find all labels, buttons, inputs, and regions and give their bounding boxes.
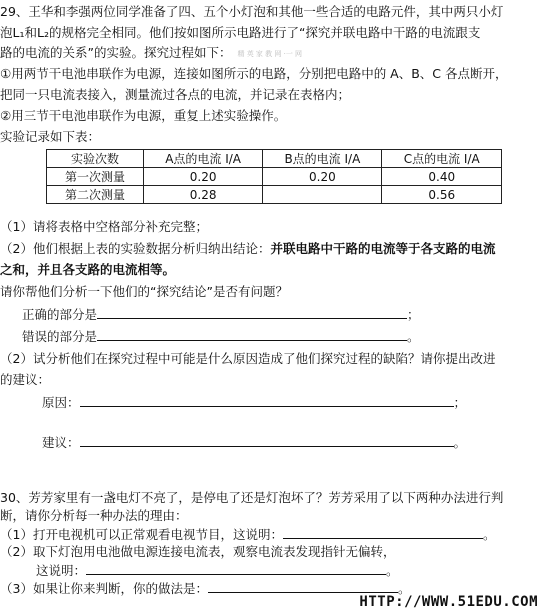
table-cell: 第一次测量 [47,168,144,186]
table-cell: 0.20 [263,168,382,186]
reason-row [42,393,466,412]
q30-item1: （1）打开电视机可以正常观看电视节目，这说明： [0,527,283,542]
q29-sub2 [0,240,495,258]
table-cell: 0.20 [144,168,263,186]
suggest-blank[interactable] [80,433,454,447]
end-period: 。 [397,581,411,596]
q30-item3: （3）如果让你来判断，你的做法是： [0,581,208,596]
q29-sub2-prefix: （2）他们根据上表的实验数据分析归纳出结论： [0,241,271,256]
table-cell: 第二次测量 [47,186,144,204]
footer-url[interactable]: HTTP://WWW.51EDU.COM [359,594,538,610]
q30-line1: 30、芳芳家里有一盏电灯不亮了，是停电了还是灯泡坏了？芳芳采用了以下两种办法进行判 [0,490,504,505]
end-period: 。 [407,329,420,344]
correct-part-blank[interactable] [97,305,407,319]
q29-sub1: （1）请将表格中空格部分补充完整； [0,219,208,234]
table-header: B点的电流 I/A [263,150,382,168]
experiment-table [46,149,502,204]
table-header: A点的电流 I/A [144,150,263,168]
table-caption: 实验记录如下表： [0,129,101,144]
end-period: 。 [386,563,399,578]
wrong-part-blank[interactable] [97,327,407,341]
table-cell-blank[interactable] [263,186,382,204]
table-row [47,168,502,186]
q30-item1-row [0,525,495,544]
q29-conclusion-bold: 并联电路中干路的电流等于各支路的电流 [270,241,496,256]
q29-step1b: 把同一只电流表接入，测量流过各点的电流，并记录在表格内； [0,87,351,102]
q30-item2: （2）取下灯泡用电池做电源连接电流表，观察电流表发现指针无偏转， [0,544,396,559]
table-cell: 0.28 [144,186,263,204]
table-header: 实验次数 [47,150,144,168]
q30-item2b-row [36,561,399,580]
q29-sub3b: 的建议： [0,372,51,387]
end-semicolon: ； [453,395,467,410]
q30-item1-blank[interactable] [283,525,483,539]
q29-line3-text: 路的电流的关系”的实验。探究过程如下： [0,45,232,60]
table-cell: 0.40 [382,168,502,186]
q29-sub3a: （2）试分析他们在探究过程中可能是什么原因造成了他们探究过程的缺陷？请你提出改进 [0,351,496,366]
table-header: C点的电流 I/A [382,150,502,168]
end-period: 。 [482,527,496,542]
wrong-part-row [22,327,420,346]
reason-blank[interactable] [80,393,454,407]
q30-line2: 断，请你分析每一种办法的理由： [0,508,188,523]
q30-item3-row [0,579,410,598]
q29-line2: 泡L₁和L₂的规格完全相同。他们按如图所示电路进行了“探究并联电路中干路的电流跟支 [0,25,481,40]
suggest-row [42,433,466,452]
wrong-part-label: 错误的部分是 [22,329,98,344]
end-semicolon: ； [407,307,420,322]
q29-line3 [0,44,302,63]
q29-step1a: ①用两节干电池串联作为电源，连接如图所示的电路，分别把电路中的 A、B、C 各点断开， [0,66,508,81]
q29-ask: 请你帮他们分析一下他们的“探究结论”是否有问题？ [0,284,288,299]
correct-part-label: 正确的部分是 [22,307,98,322]
q29-step2: ②用三节干电池串联作为电源，重复上述实验操作。 [0,108,287,123]
watermark: 精 英 家 教 网 ·一 网 [237,49,303,58]
end-period: 。 [453,435,467,450]
table-cell: 0.56 [382,186,502,204]
q30-item2-blank[interactable] [86,561,386,575]
reason-label: 原因： [42,395,80,410]
table-header-row [47,150,502,168]
table-row [47,186,502,204]
correct-part-row [22,305,420,324]
q29-line1: 29、王华和李强两位同学准备了四、五个小灯泡和其他一些合适的电路元件，其中两只小灯 [0,4,504,19]
q30-item3-blank[interactable] [208,579,398,593]
suggest-label: 建议： [42,435,80,450]
q30-item2b: 这说明： [36,563,87,578]
q29-conclusion-bold-2: 之和，并且各支路的电流相等。 [0,262,176,277]
